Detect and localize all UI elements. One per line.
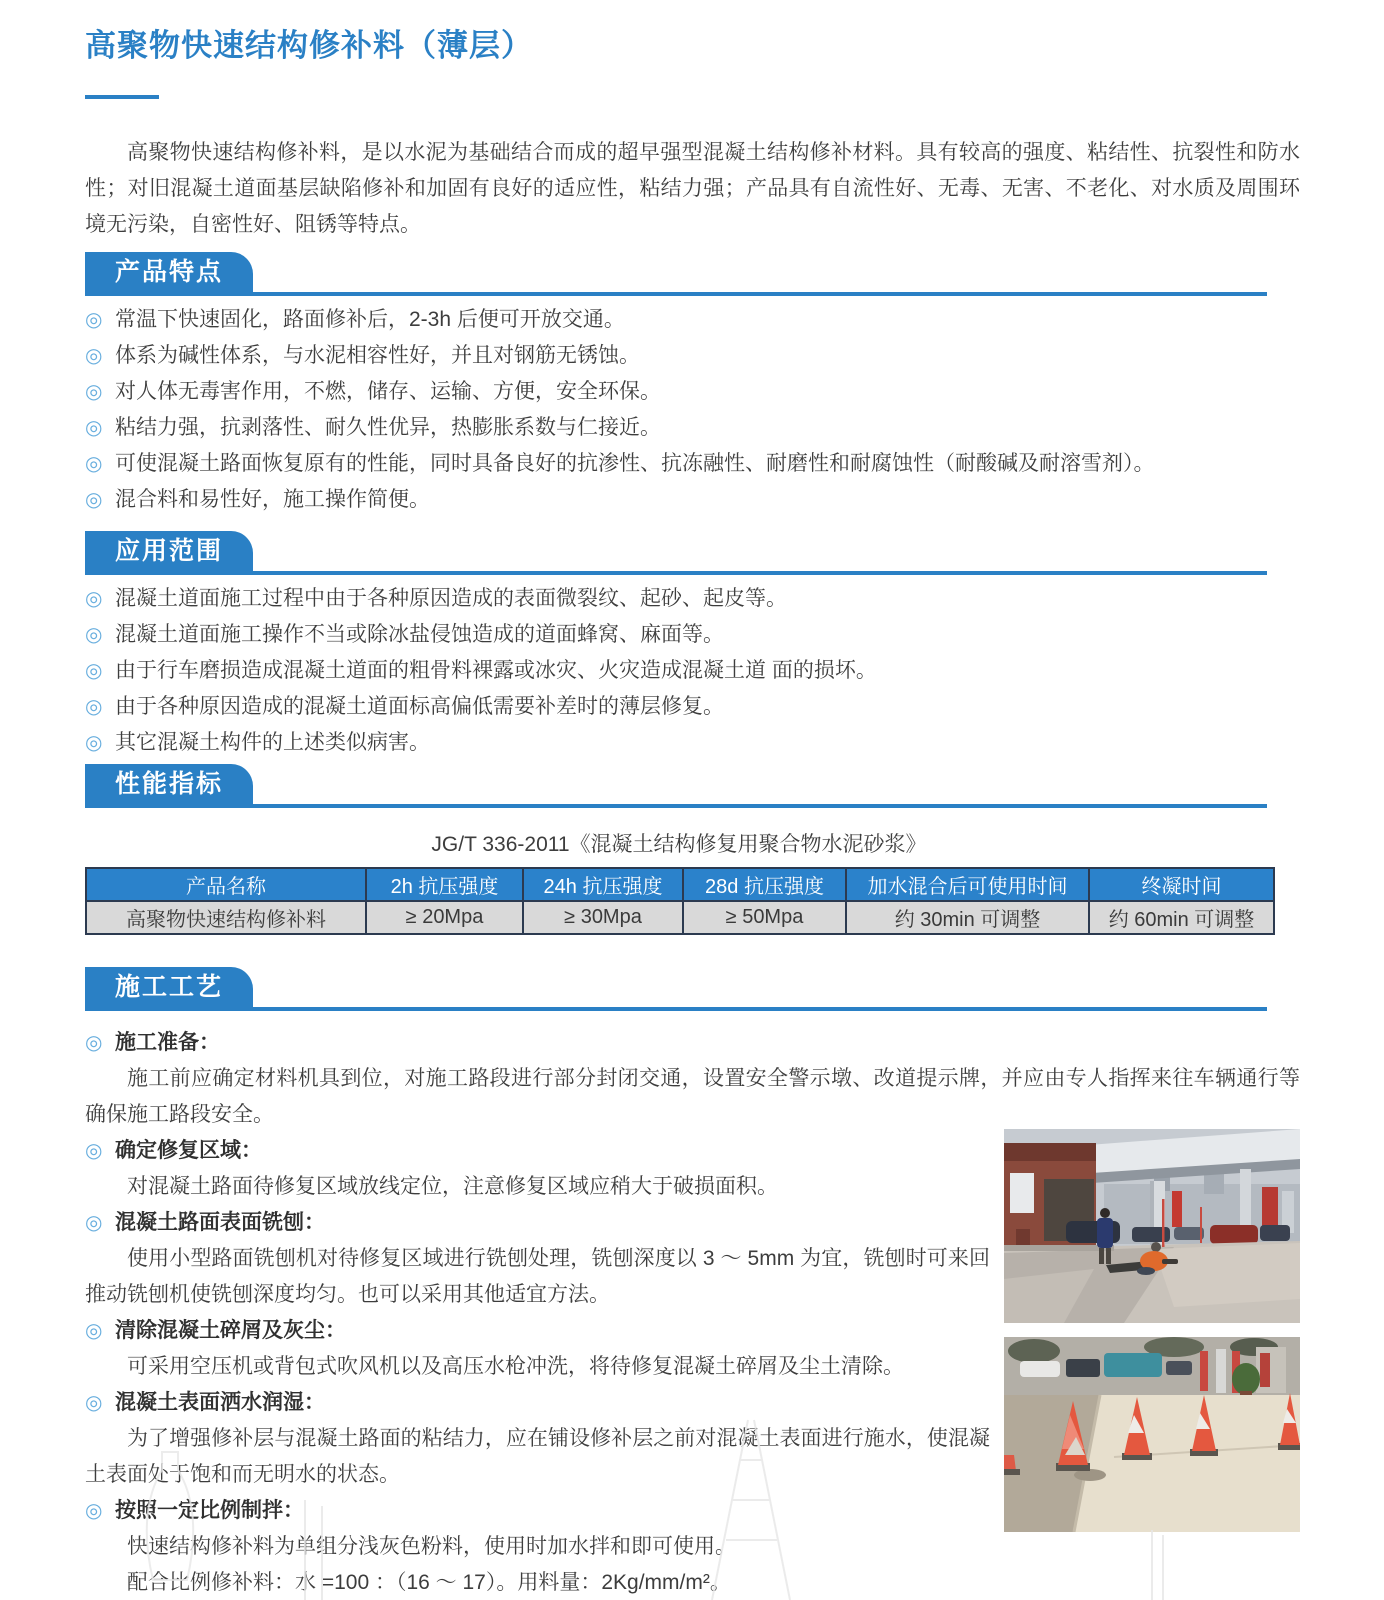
step-label: 施工准备： bbox=[115, 1031, 220, 1054]
section-badge-features: 产品特点 bbox=[85, 252, 253, 292]
photo-repair-site bbox=[1004, 1129, 1300, 1323]
section-header-performance bbox=[85, 764, 1267, 808]
list-item bbox=[85, 482, 1300, 518]
list-item-text: 可使混凝土路面恢复原有的性能，同时具备良好的抗渗性、抗冻融性、耐磨性和耐腐蚀性（耐酸碱及耐溶雪剂）。 bbox=[115, 452, 1155, 475]
standard-caption: JG/T 336-2011《混凝土结构修复用聚合物水泥砂浆》 bbox=[431, 833, 927, 856]
list-item bbox=[85, 617, 1300, 653]
section-badge-performance: 性能指标 bbox=[85, 764, 253, 804]
bullseye-bullet-icon: ◎ bbox=[85, 1032, 103, 1054]
bullseye-bullet-icon: ◎ bbox=[85, 453, 103, 475]
table-cell: ≥ 30Mpa bbox=[523, 901, 683, 934]
bullseye-bullet-icon: ◎ bbox=[85, 624, 103, 646]
title-underline bbox=[85, 95, 159, 99]
table-header-cell: 2h 抗压强度 bbox=[366, 868, 523, 901]
step-body: 快速结构修补料为单组分浅灰色粉料，使用时加水拌和即可使用。 bbox=[127, 1535, 736, 1558]
list-item-text: 由于行车磨损造成混凝土道面的粗骨料裸露或冰灾、火灾造成混凝土道 面的损坏。 bbox=[115, 659, 877, 682]
table-header-row bbox=[86, 868, 1274, 901]
list-item bbox=[85, 410, 1300, 446]
bullseye-bullet-icon: ◎ bbox=[85, 1500, 103, 1522]
list-item bbox=[85, 338, 1300, 374]
step-body: 对混凝土路面待修复区域放线定位，注意修复区域应稍大于破损面积。 bbox=[127, 1175, 778, 1198]
list-item bbox=[85, 581, 1300, 617]
list-item-text: 粘结力强，抗剥落性、耐久性优异，热膨胀系数与仁接近。 bbox=[115, 416, 661, 439]
photo-cones-site-image bbox=[1004, 1337, 1300, 1532]
step-body: 配合比例修补料：水 =100 ：（16 ～ 17）。用料量：2Kg/mm/m²。 bbox=[127, 1571, 731, 1594]
list-item-text: 混凝土道面施工操作不当或除冰盐侵蚀造成的道面蜂窝、麻面等。 bbox=[115, 623, 724, 646]
bullseye-bullet-icon: ◎ bbox=[85, 1212, 103, 1234]
table-cell: ≥ 20Mpa bbox=[366, 901, 523, 934]
step-label: 混凝土表面洒水润湿： bbox=[115, 1391, 325, 1414]
table-row bbox=[86, 901, 1274, 934]
table-cell: 高聚物快速结构修补料 bbox=[86, 901, 366, 934]
features-list bbox=[85, 302, 1300, 518]
section-header-applications bbox=[85, 531, 1267, 575]
list-item bbox=[85, 653, 1300, 689]
table-cell: ≥ 50Mpa bbox=[683, 901, 846, 934]
bullseye-bullet-icon: ◎ bbox=[85, 696, 103, 718]
list-item-text: 混凝土道面施工过程中由于各种原因造成的表面微裂纹、起砂、起皮等。 bbox=[115, 587, 787, 610]
table-header-cell: 24h 抗压强度 bbox=[523, 868, 683, 901]
list-item bbox=[85, 446, 1300, 482]
list-item bbox=[85, 725, 1300, 761]
bullseye-bullet-icon: ◎ bbox=[85, 1392, 103, 1414]
section-header-features bbox=[85, 252, 1267, 296]
list-item bbox=[85, 302, 1300, 338]
bullseye-bullet-icon: ◎ bbox=[85, 588, 103, 610]
process-step bbox=[85, 1025, 1300, 1133]
step-label: 按照一定比例制拌： bbox=[115, 1499, 304, 1522]
bullseye-bullet-icon: ◎ bbox=[85, 1140, 103, 1162]
section-badge-process: 施工工艺 bbox=[85, 967, 253, 1007]
step-label: 确定修复区域： bbox=[115, 1139, 262, 1162]
bullseye-bullet-icon: ◎ bbox=[85, 381, 103, 403]
table-header-cell: 产品名称 bbox=[86, 868, 366, 901]
step-body: 为了增强修补层与混凝土路面的粘结力，应在铺设修补层之前对混凝土表面进行施水，使混凝土表面处于饱和而无明水的状态。 bbox=[85, 1427, 990, 1486]
step-label: 混凝土路面表面铣刨： bbox=[115, 1211, 325, 1234]
list-item-text: 由于各种原因造成的混凝土道面标高偏低需要补差时的薄层修复。 bbox=[115, 695, 724, 718]
intro-paragraph: 高聚物快速结构修补料，是以水泥为基础结合而成的超早强型混凝土结构修补材料。具有较高的强度、粘结性、抗裂性和防水性；对旧混凝土道面基层缺陷修补和加固有良好的适应性，粘结力强；产品具有自流性好、无毒、无害、不老化、对水质及周围环境无污染，自密性好、阻锈等特点。 bbox=[85, 141, 1300, 236]
table-header-cell: 终凝时间 bbox=[1089, 868, 1274, 901]
bullseye-bullet-icon: ◎ bbox=[85, 309, 103, 331]
bullseye-bullet-icon: ◎ bbox=[85, 1320, 103, 1342]
list-item-text: 常温下快速固化，路面修补后，2-3h 后便可开放交通。 bbox=[115, 308, 625, 331]
list-item-text: 体系为碱性体系，与水泥相容性好，并且对钢筋无锈蚀。 bbox=[115, 344, 640, 367]
list-item-text: 其它混凝土构件的上述类似病害。 bbox=[115, 731, 430, 754]
applications-list bbox=[85, 581, 1300, 761]
bullseye-bullet-icon: ◎ bbox=[85, 660, 103, 682]
step-body: 可采用空压机或背包式吹风机以及高压水枪冲洗，将待修复混凝土碎屑及尘土清除。 bbox=[127, 1355, 904, 1378]
bullseye-bullet-icon: ◎ bbox=[85, 417, 103, 439]
section-badge-applications: 应用范围 bbox=[85, 531, 253, 571]
list-item-text: 混合料和易性好，施工操作简便。 bbox=[115, 488, 430, 511]
table-cell: 约 30min 可调整 bbox=[846, 901, 1089, 934]
step-body: 施工前应确定材料机具到位，对施工路段进行部分封闭交通，设置安全警示墩、改道提示牌，并应由专人指挥来往车辆通行等确保施工路段安全。 bbox=[85, 1067, 1300, 1126]
step-body: 使用小型路面铣刨机对待修复区域进行铣刨处理，铣刨深度以 3 ～ 5mm 为宜，铣刨时可来回推动铣刨机使铣刨深度均匀。也可以采用其他适宜方法。 bbox=[85, 1247, 990, 1306]
step-label: 清除混凝土碎屑及灰尘： bbox=[115, 1319, 346, 1342]
section-header-process bbox=[85, 967, 1267, 1011]
bullseye-bullet-icon: ◎ bbox=[85, 489, 103, 511]
list-item bbox=[85, 374, 1300, 410]
table-header-cell: 加水混合后可使用时间 bbox=[846, 868, 1089, 901]
page-title: 高聚物快速结构修补料（薄层） bbox=[85, 28, 533, 63]
performance-table bbox=[85, 867, 1275, 935]
bullseye-bullet-icon: ◎ bbox=[85, 732, 103, 754]
bullseye-bullet-icon: ◎ bbox=[85, 345, 103, 367]
table-cell: 约 60min 可调整 bbox=[1089, 901, 1274, 934]
list-item bbox=[85, 689, 1300, 725]
table-header-cell: 28d 抗压强度 bbox=[683, 868, 846, 901]
photo-repair-site-image bbox=[1004, 1129, 1300, 1323]
list-item-text: 对人体无毒害作用，不燃，储存、运输、方便，安全环保。 bbox=[115, 380, 661, 403]
photo-cones-site bbox=[1004, 1337, 1300, 1532]
